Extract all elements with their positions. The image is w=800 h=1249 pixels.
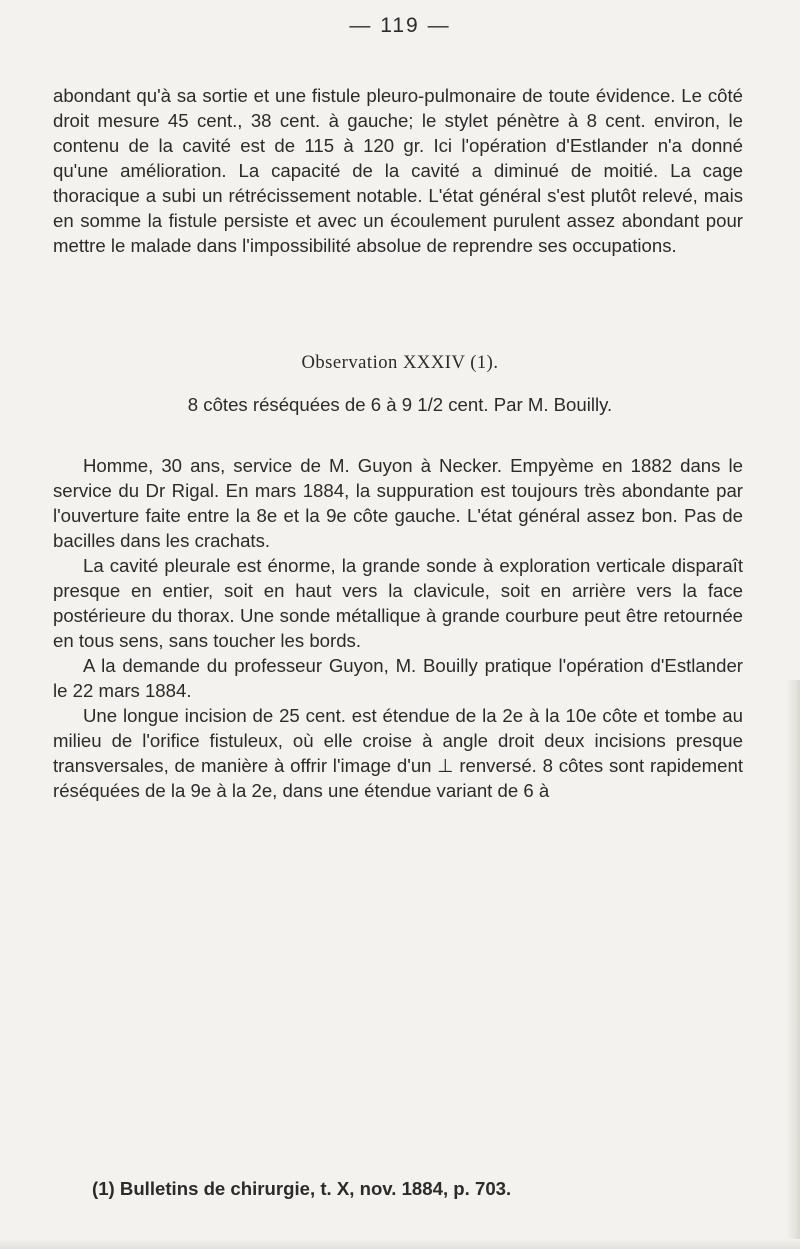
observation-subheading: 8 côtes réséquées de 6 à 9 1/2 cent. Par M. Bouilly. [187,394,613,415]
page-bottom-edge [0,1239,800,1249]
footnote: (1) Bulletins de chirurgie, t. X, nov. 1884, p. 703. [92,1178,512,1199]
observation-paragraph: Une longue incision de 25 cent. est étendue de la 2e à la 10e côte et tombe au milieu de l'orifice fistuleux, où elle croise à angle droit deux incisions presque transversales, de manière à offrir l'image d'un ⊥ renversé. 8 côtes sont rapidement réséquées de la 9e à la 2e, dans une étendue variant de 6 à [53,705,743,801]
intro-paragraph-block [53,83,743,258]
observation-paragraph: Homme, 30 ans, service de M. Guyon à Necker. Empyème en 1882 dans le service du Dr Rigal. En mars 1884, la suppuration est toujours très abondante par l'ouverture faite entre la 8e et la 9e côte gauche. L'état général assez bon. Pas de bacilles dans les crachats. [53,455,743,551]
observation-paragraph: La cavité pleurale est énorme, la grande sonde à exploration verticale disparaît presque en entier, soit en haut vers la clavicule, soit en arrière vers la face postérieure du thorax. Une sonde métallique à grande courbure peut être retournée en tous sens, sans toucher les bords. [53,555,743,651]
observation-body [53,453,743,803]
page-number: — 119 — [349,14,451,37]
intro-paragraph: abondant qu'à sa sortie et une fistule pleuro-pulmonaire de toute évidence. Le côté droit mesure 45 cent., 38 cent. à gauche; le stylet pénètre à 8 cent. environ, le contenu de la cavité est de 115 à 120 gr. Ici l'opération d'Estlander n'a donné qu'une amélioration. La capacité de la cavité a diminué de moitié. La cage thoracique a subi un rétrécissement notable. L'état général s'est plutôt relevé, mais en somme la fistule persiste et avec un écoulement purulent assez abondant pour mettre le malade dans l'impossibilité absolue de reprendre ses occupations. [53,85,743,256]
observation-heading: Observation XXXIV (1). [301,352,499,373]
page-edge-shadow [786,680,800,1249]
observation-paragraph: A la demande du professeur Guyon, M. Bouilly pratique l'opération d'Estlander le 22 mars 1884. [53,655,743,701]
